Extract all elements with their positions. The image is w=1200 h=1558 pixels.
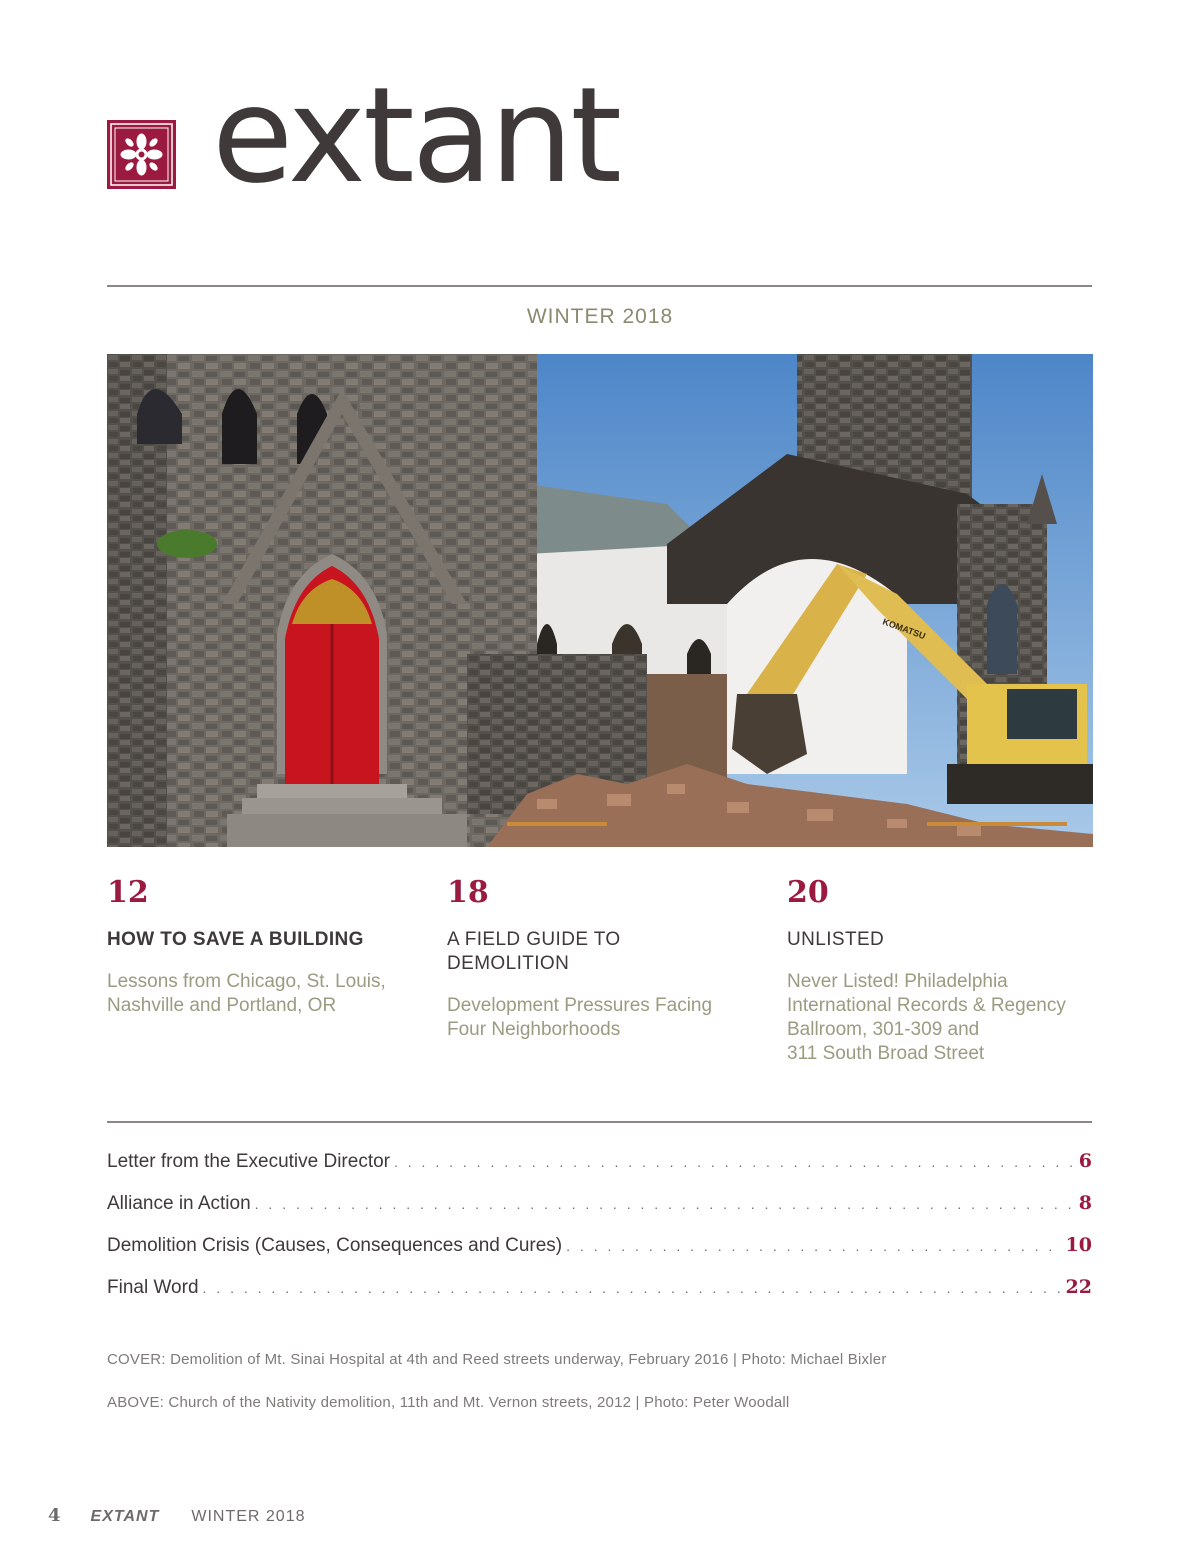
feature-subtitle-line: Never Listed! Philadelphia [787, 971, 1008, 992]
contents-item[interactable] [107, 1192, 1092, 1234]
feature-unlisted[interactable] [787, 876, 1087, 1066]
masthead-title: extant [212, 59, 620, 213]
feature-subtitle-line: 311 South Broad Street [787, 1043, 985, 1064]
contents-item-label: Alliance in Action [107, 1193, 251, 1214]
photo-caption: ABOVE: Church of the Nativity demolition, 11th and Mt. Vernon streets, 2012 | Photo: Peter Woodall [107, 1394, 790, 1411]
feature-title [447, 928, 747, 976]
feature-subtitle-line: Nashville and Portland, OR [107, 995, 337, 1016]
contents-item-page: 22 [1065, 1276, 1092, 1298]
dot-leader [203, 1280, 1062, 1296]
feature-subtitle-line: Four Neighborhoods [447, 1019, 621, 1040]
feature-subtitle [107, 970, 407, 1018]
dot-leader [566, 1238, 1061, 1254]
contents-item-label: Demolition Crisis (Causes, Consequences and Cures) [107, 1235, 563, 1256]
feature-page-number: 12 [107, 875, 149, 910]
feature-title-line: DEMOLITION [447, 953, 570, 974]
feature-subtitle [787, 970, 1087, 1066]
feature-title: UNLISTED [787, 929, 885, 950]
feature-subtitle [447, 994, 747, 1042]
feature-page-number: 20 [787, 875, 829, 910]
contents-item-page: 10 [1065, 1234, 1092, 1256]
feature-how-to-save[interactable] [107, 876, 407, 1018]
divider [107, 1121, 1092, 1123]
dot-leader [255, 1196, 1075, 1212]
contents-item-label: Letter from the Executive Director [107, 1151, 390, 1172]
cover-photo [107, 354, 1093, 847]
contents-item-label: Final Word [107, 1277, 199, 1298]
contents-item[interactable] [107, 1276, 1092, 1318]
feature-subtitle-line: Ballroom, 301-309 and [787, 1019, 980, 1040]
feature-subtitle-line: International Records & Regency [787, 995, 1066, 1016]
contents-item[interactable] [107, 1150, 1092, 1192]
divider [107, 285, 1092, 287]
page-footer [48, 1505, 305, 1526]
contents-item-page: 6 [1078, 1150, 1092, 1172]
cover-caption: COVER: Demolition of Mt. Sinai Hospital at 4th and Reed streets underway, February 2016 | Photo: Michael Bixler [107, 1351, 887, 1368]
feature-title-line: A FIELD GUIDE TO [447, 929, 621, 950]
logo-mark-icon [107, 120, 176, 189]
issue-label: WINTER 2018 [526, 305, 674, 328]
excavator-brand: KOMATSU [881, 616, 927, 642]
footer-issue: WINTER 2018 [191, 1508, 306, 1525]
feature-field-guide[interactable] [447, 876, 747, 1042]
footer-publication: EXTANT [90, 1508, 160, 1525]
dot-leader [394, 1154, 1075, 1170]
footer-page-number: 4 [48, 1505, 61, 1526]
contents-item[interactable] [107, 1234, 1092, 1276]
feature-subtitle-line: Lessons from Chicago, St. Louis, [107, 971, 386, 992]
contents-list [107, 1150, 1092, 1318]
feature-title: HOW TO SAVE A BUILDING [107, 929, 364, 950]
contents-item-page: 8 [1078, 1192, 1092, 1214]
feature-page-number: 18 [447, 875, 489, 910]
feature-subtitle-line: Development Pressures Facing [447, 995, 713, 1016]
